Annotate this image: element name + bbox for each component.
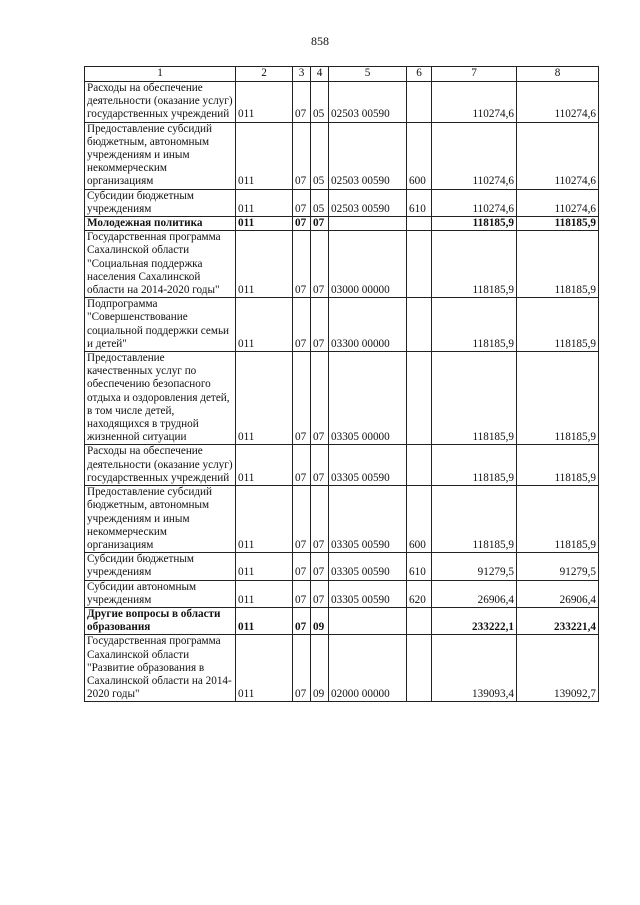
cell-admin-code: 011	[236, 189, 293, 216]
cell-target-article: 02503 00590	[329, 189, 407, 216]
column-header: 7	[432, 67, 517, 82]
row-name: Субсидии автономным учреждениям	[85, 580, 236, 607]
cell-amount-1: 110274,6	[432, 82, 517, 123]
row-name: Субсидии бюджетным учреждениям	[85, 553, 236, 580]
cell-subsection: 07	[311, 580, 329, 607]
table-row	[85, 553, 599, 580]
cell-admin-code: 011	[236, 445, 293, 486]
cell-amount-1: 118185,9	[432, 352, 517, 445]
column-header: 1	[85, 67, 236, 82]
cell-amount-1: 26906,4	[432, 580, 517, 607]
cell-section: 07	[293, 445, 311, 486]
cell-amount-1: 110274,6	[432, 122, 517, 189]
cell-section: 07	[293, 298, 311, 352]
cell-section: 07	[293, 635, 311, 702]
column-header: 2	[236, 67, 293, 82]
cell-target-article: 02503 00590	[329, 122, 407, 189]
row-name: Расходы на обеспечение деятельности (оказание услуг) государственных учреждений	[85, 82, 236, 123]
row-name: Государственная программа Сахалинской области "Развитие образования в Сахалинской области на 2014-2020 годы"	[85, 635, 236, 702]
cell-subsection: 05	[311, 189, 329, 216]
table-row	[85, 298, 599, 352]
cell-subsection: 07	[311, 217, 329, 231]
cell-target-article	[329, 607, 407, 634]
cell-expense-type: 600	[407, 122, 432, 189]
cell-subsection: 05	[311, 82, 329, 123]
budget-table	[84, 66, 599, 702]
cell-amount-1: 118185,9	[432, 486, 517, 553]
cell-admin-code: 011	[236, 580, 293, 607]
table-row	[85, 231, 599, 298]
cell-subsection: 09	[311, 635, 329, 702]
cell-admin-code: 011	[236, 217, 293, 231]
row-name: Субсидии бюджетным учреждениям	[85, 189, 236, 216]
column-header: 4	[311, 67, 329, 82]
cell-amount-2: 91279,5	[517, 553, 599, 580]
cell-subsection: 07	[311, 553, 329, 580]
cell-amount-2: 26906,4	[517, 580, 599, 607]
cell-subsection: 07	[311, 486, 329, 553]
cell-amount-2: 110274,6	[517, 189, 599, 216]
cell-expense-type	[407, 445, 432, 486]
cell-target-article	[329, 217, 407, 231]
header-row	[85, 67, 599, 82]
cell-amount-2: 110274,6	[517, 122, 599, 189]
table-row	[85, 607, 599, 634]
cell-admin-code: 011	[236, 635, 293, 702]
cell-target-article: 02000 00000	[329, 635, 407, 702]
cell-amount-2: 118185,9	[517, 445, 599, 486]
cell-expense-type	[407, 82, 432, 123]
cell-section: 07	[293, 189, 311, 216]
cell-target-article: 03305 00000	[329, 352, 407, 445]
page-number: 858	[311, 34, 329, 48]
cell-expense-type	[407, 217, 432, 231]
column-header: 6	[407, 67, 432, 82]
table-row	[85, 189, 599, 216]
cell-subsection: 05	[311, 122, 329, 189]
table-row	[85, 445, 599, 486]
cell-section: 07	[293, 217, 311, 231]
cell-amount-1: 110274,6	[432, 189, 517, 216]
cell-admin-code: 011	[236, 231, 293, 298]
cell-target-article: 03305 00590	[329, 580, 407, 607]
cell-admin-code: 011	[236, 607, 293, 634]
table-row	[85, 635, 599, 702]
table-body	[85, 82, 599, 702]
row-name: Другие вопросы в области образования	[85, 607, 236, 634]
cell-subsection: 07	[311, 445, 329, 486]
cell-expense-type	[407, 231, 432, 298]
cell-subsection: 07	[311, 298, 329, 352]
row-name: Государственная программа Сахалинской области "Социальная поддержка населения Сахалинской области на 2014-2020 годы"	[85, 231, 236, 298]
cell-amount-2: 118185,9	[517, 298, 599, 352]
row-name: Молодежная политика	[85, 217, 236, 231]
table-row	[85, 580, 599, 607]
cell-amount-2: 110274,6	[517, 82, 599, 123]
cell-target-article: 03300 00000	[329, 298, 407, 352]
cell-admin-code: 011	[236, 82, 293, 123]
cell-amount-1: 118185,9	[432, 298, 517, 352]
cell-admin-code: 011	[236, 553, 293, 580]
cell-amount-2: 118185,9	[517, 352, 599, 445]
cell-amount-1: 91279,5	[432, 553, 517, 580]
row-name: Предоставление субсидий бюджетным, автономным учреждениям и иным некоммерческим организациям	[85, 486, 236, 553]
row-name: Предоставление качественных услуг по обеспечению безопасного отдыха и оздоровления детей, в том числе детей, находящихся в трудной жизненной ситуации	[85, 352, 236, 445]
column-header: 3	[293, 67, 311, 82]
cell-target-article: 02503 00590	[329, 82, 407, 123]
cell-target-article: 03305 00590	[329, 486, 407, 553]
cell-section: 07	[293, 486, 311, 553]
cell-section: 07	[293, 122, 311, 189]
row-name: Подпрограмма "Совершенствование социальной поддержки семьи и детей"	[85, 298, 236, 352]
cell-amount-2: 118185,9	[517, 217, 599, 231]
cell-expense-type: 620	[407, 580, 432, 607]
cell-amount-1: 139093,4	[432, 635, 517, 702]
row-name: Предоставление субсидий бюджетным, автономным учреждениям и иным некоммерческим организациям	[85, 122, 236, 189]
cell-section: 07	[293, 580, 311, 607]
cell-subsection: 07	[311, 352, 329, 445]
cell-amount-1: 233222,1	[432, 607, 517, 634]
cell-section: 07	[293, 82, 311, 123]
cell-subsection: 09	[311, 607, 329, 634]
cell-target-article: 03000 00000	[329, 231, 407, 298]
cell-admin-code: 011	[236, 352, 293, 445]
table-row	[85, 82, 599, 123]
cell-amount-1: 118185,9	[432, 231, 517, 298]
cell-amount-2: 118185,9	[517, 231, 599, 298]
column-header: 5	[329, 67, 407, 82]
cell-expense-type: 610	[407, 189, 432, 216]
cell-admin-code: 011	[236, 122, 293, 189]
cell-section: 07	[293, 352, 311, 445]
cell-target-article: 03305 00590	[329, 553, 407, 580]
cell-expense-type	[407, 607, 432, 634]
cell-admin-code: 011	[236, 298, 293, 352]
cell-target-article: 03305 00590	[329, 445, 407, 486]
cell-amount-1: 118185,9	[432, 445, 517, 486]
table-row	[85, 217, 599, 231]
cell-expense-type: 600	[407, 486, 432, 553]
cell-amount-2: 139092,7	[517, 635, 599, 702]
cell-section: 07	[293, 607, 311, 634]
cell-section: 07	[293, 231, 311, 298]
table-row	[85, 352, 599, 445]
cell-section: 07	[293, 553, 311, 580]
cell-expense-type	[407, 635, 432, 702]
cell-subsection: 07	[311, 231, 329, 298]
cell-amount-2: 118185,9	[517, 486, 599, 553]
cell-expense-type	[407, 352, 432, 445]
column-header: 8	[517, 67, 599, 82]
cell-admin-code: 011	[236, 486, 293, 553]
cell-amount-2: 233221,4	[517, 607, 599, 634]
cell-expense-type	[407, 298, 432, 352]
cell-amount-1: 118185,9	[432, 217, 517, 231]
table-row	[85, 122, 599, 189]
table-row	[85, 486, 599, 553]
row-name: Расходы на обеспечение деятельности (оказание услуг) государственных учреждений	[85, 445, 236, 486]
cell-expense-type: 610	[407, 553, 432, 580]
